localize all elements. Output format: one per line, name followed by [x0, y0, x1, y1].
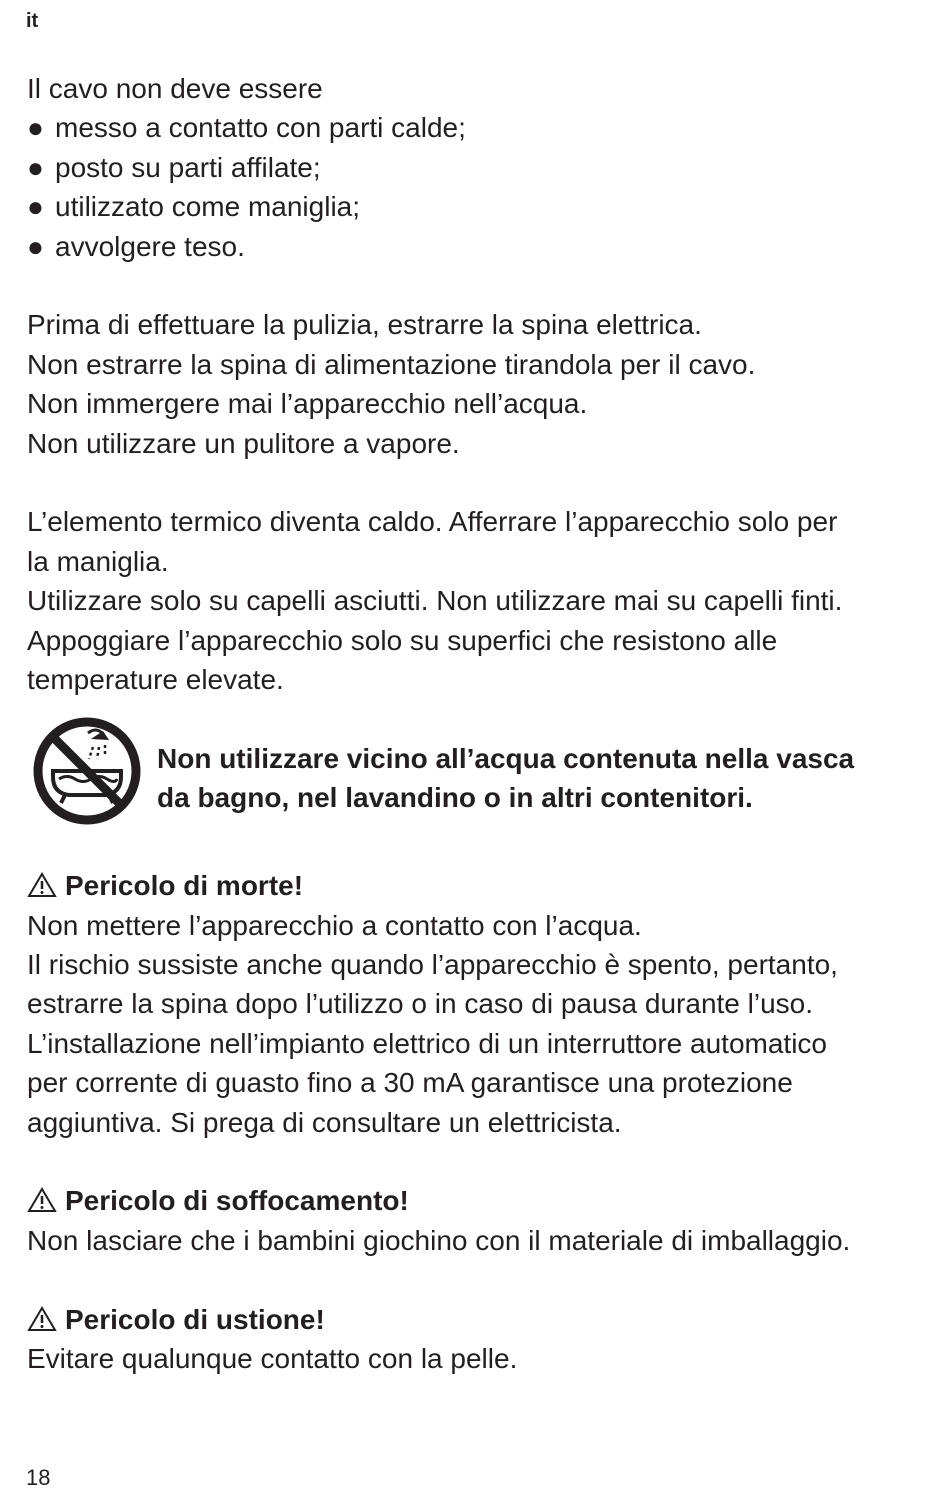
- text-line: la maniglia.: [27, 545, 169, 577]
- warning-triangle-icon: [27, 1187, 57, 1213]
- text-line: per corrente di guasto fino a 30 mA garantisce una protezione: [27, 1067, 793, 1099]
- list-item: ● posto su parti affilate;: [27, 148, 947, 187]
- text-line: Non immergere mai l’apparecchio nell’acqua.: [27, 388, 588, 420]
- document-body: [27, 69, 947, 1418]
- cable-section: [27, 69, 947, 266]
- cable-intro: Il cavo non deve essere: [27, 73, 323, 104]
- list-item: ● messo a contatto con parti calde;: [27, 108, 947, 147]
- text-line: Non mettere l’apparecchio a contatto con l’acqua.: [27, 909, 642, 941]
- list-item: ● avvolgere teso.: [27, 227, 947, 266]
- text-line: temperature elevate.: [27, 664, 284, 696]
- text-line: Non utilizzare un pulitore a vapore.: [27, 427, 460, 459]
- language-label: it: [26, 10, 39, 32]
- water-warning-text: [157, 739, 854, 818]
- text-line: Non lasciare che i bambini giochino con il materiale di imballaggio.: [27, 1224, 851, 1256]
- danger-heading: Pericolo di morte!: [27, 866, 947, 905]
- list-item: ● utilizzato come maniglia;: [27, 187, 947, 226]
- text-line: L’elemento termico diventa caldo. Afferrare l’apparecchio solo per: [27, 506, 838, 538]
- text-line: estrarre la spina dopo l’utilizzo o in caso di pausa durante l’uso.: [27, 988, 814, 1020]
- warning-triangle-icon: [27, 1306, 57, 1332]
- danger-heading: Pericolo di ustione!: [27, 1300, 947, 1339]
- heating-section: [27, 502, 947, 699]
- bullet-icon: ●: [27, 151, 44, 183]
- text-line: Non estrarre la spina di alimentazione tirandola per il cavo.: [27, 348, 756, 380]
- text-line: Il rischio sussiste anche quando l’apparecchio è spento, pertanto,: [27, 949, 838, 981]
- bullet-icon: ●: [27, 112, 44, 144]
- bullet-icon: ●: [27, 230, 44, 262]
- water-warning: [27, 739, 947, 827]
- bullet-icon: ●: [27, 191, 44, 223]
- text-line: Non utilizzare vicino all’acqua contenuta nella vasca: [157, 742, 855, 774]
- text-line: da bagno, nel lavandino o in altri contenitori.: [157, 782, 753, 814]
- text-line: Utilizzare solo su capelli asciutti. Non utilizzare mai su capelli finti.: [27, 585, 843, 617]
- page-number: 18: [26, 1465, 51, 1490]
- danger-heading: Pericolo di soffocamento!: [27, 1181, 947, 1220]
- danger-burn-section: [27, 1300, 947, 1379]
- no-bathtub-icon: [31, 715, 143, 827]
- warning-triangle-icon: [27, 872, 57, 898]
- danger-death-section: [27, 866, 947, 1142]
- danger-suffocation-section: [27, 1181, 947, 1260]
- text-line: L’installazione nell’impianto elettrico di un interruttore automatico: [27, 1027, 827, 1059]
- cleaning-section: [27, 305, 947, 463]
- text-line: Prima di effettuare la pulizia, estrarre la spina elettrica.: [27, 309, 702, 341]
- text-line: aggiuntiva. Si prega di consultare un elettricista.: [27, 1106, 622, 1138]
- text-line: Appoggiare l’apparecchio solo su superfici che resistono alle: [27, 624, 778, 656]
- text-line: Evitare qualunque contatto con la pelle.: [27, 1343, 518, 1375]
